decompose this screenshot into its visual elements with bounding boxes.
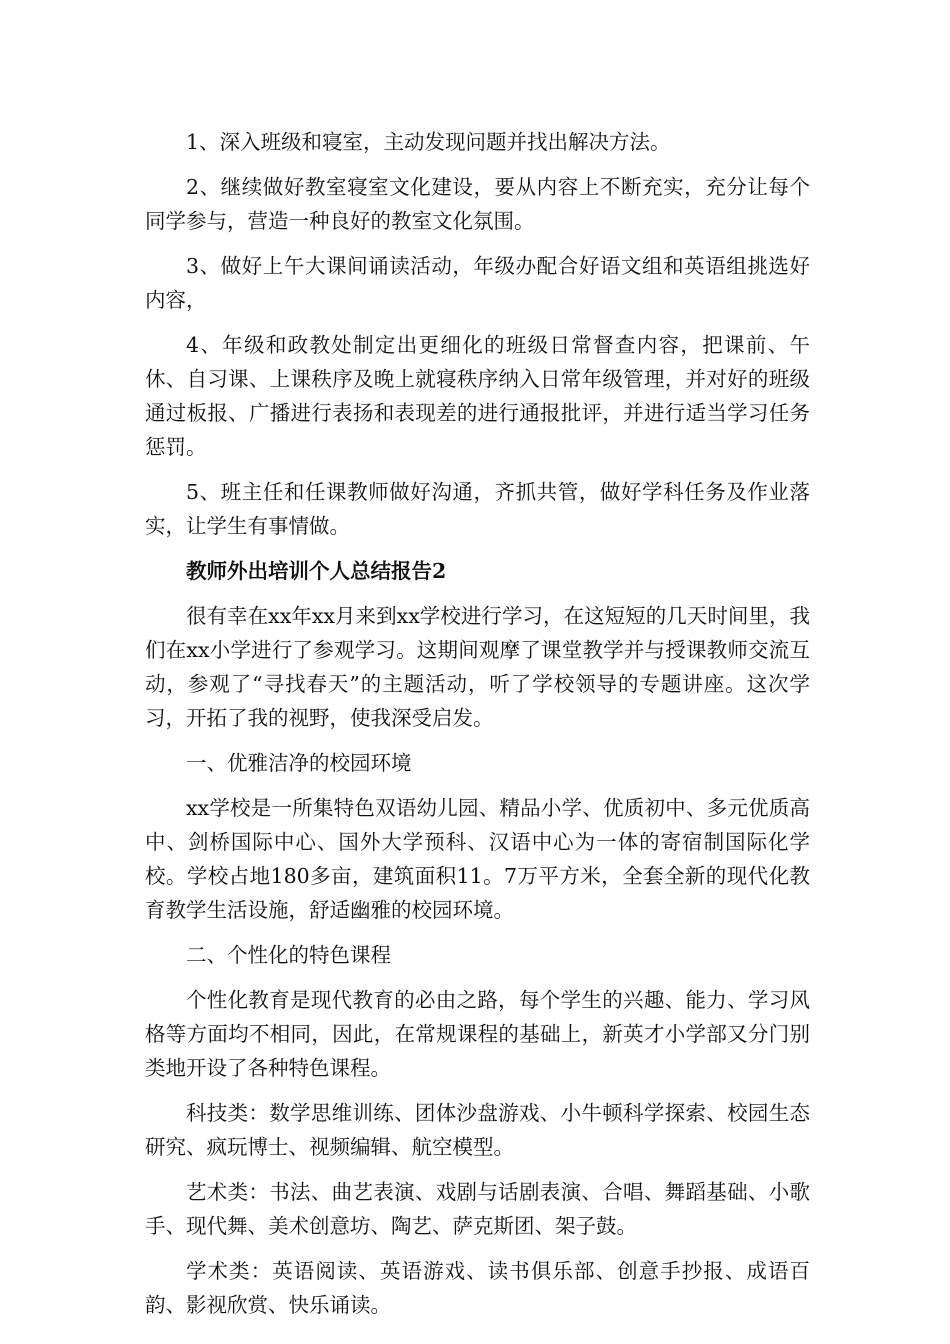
art-courses-paragraph: 艺术类：书法、曲艺表演、戏剧与话剧表演、合唱、舞蹈基础、小歌手、现代舞、美术创意坊、陶艺、萨克斯团、架子鼓。 bbox=[145, 1180, 810, 1238]
list-item: 4、年级和政教处制定出更细化的班级日常督查内容，把课前、午休、自习课、上课秩序及晚上就寝秩序纳入日常年级管理，并对好的班级通过板报、广播进行表扬和表现差的进行通报批评，并进行适当学习任务惩罚。 bbox=[145, 333, 810, 459]
intro-paragraph: 很有幸在xx年xx月来到xx学校进行学习，在这短短的几天时间里，我们在xx小学进行了参观学习。这期间观摩了课堂教学并与授课教师交流互动，参观了“寻找春天”的主题活动，听了学校领导的专题讲座。这次学习，开拓了我的视野，使我深受启发。 bbox=[145, 604, 810, 730]
list-item: 2、继续做好教室寝室文化建设，要从内容上不断充实，充分让每个同学参与，营造一种良好的教室文化氛围。 bbox=[145, 175, 810, 233]
tech-courses-paragraph: 科技类：数学思维训练、团体沙盘游戏、小牛顿科学探索、校园生态研究、疯玩博士、视频编辑、航空模型。 bbox=[145, 1101, 810, 1159]
list-item: 1、深入班级和寝室，主动发现问题并找出解决方法。 bbox=[186, 130, 671, 154]
academic-courses-paragraph: 学术类：英语阅读、英语游戏、读书俱乐部、创意手抄报、成语百韵、影视欣赏、快乐诵读。 bbox=[145, 1259, 810, 1317]
list-item: 3、做好上午大课间诵读活动，年级办配合好语文组和英语组挑选好内容， bbox=[145, 254, 810, 312]
part1-paragraph: xx学校是一所集特色双语幼儿园、精品小学、优质初中、多元优质高中、剑桥国际中心、国外大学预科、汉语中心为一体的寄宿制国际化学校。学校占地180多亩，建筑面积11。7万平方米，全套全新的现代化教育教学生活设施，舒适幽雅的校园环境。 bbox=[145, 796, 810, 922]
part2-heading: 二、个性化的特色课程 bbox=[186, 943, 391, 967]
section-title: 教师外出培训个人总结报告2 bbox=[186, 559, 447, 583]
document-body bbox=[145, 125, 810, 1333]
list-item: 5、班主任和任课教师做好沟通，齐抓共管，做好学科任务及作业落实，让学生有事情做。 bbox=[145, 480, 810, 538]
part1-heading: 一、优雅洁净的校园环境 bbox=[186, 751, 412, 775]
part2-paragraph: 个性化教育是现代教育的必由之路，每个学生的兴趣、能力、学习风格等方面均不相同，因此，在常规课程的基础上，新英才小学部又分门别类地开设了各种特色课程。 bbox=[145, 988, 810, 1080]
